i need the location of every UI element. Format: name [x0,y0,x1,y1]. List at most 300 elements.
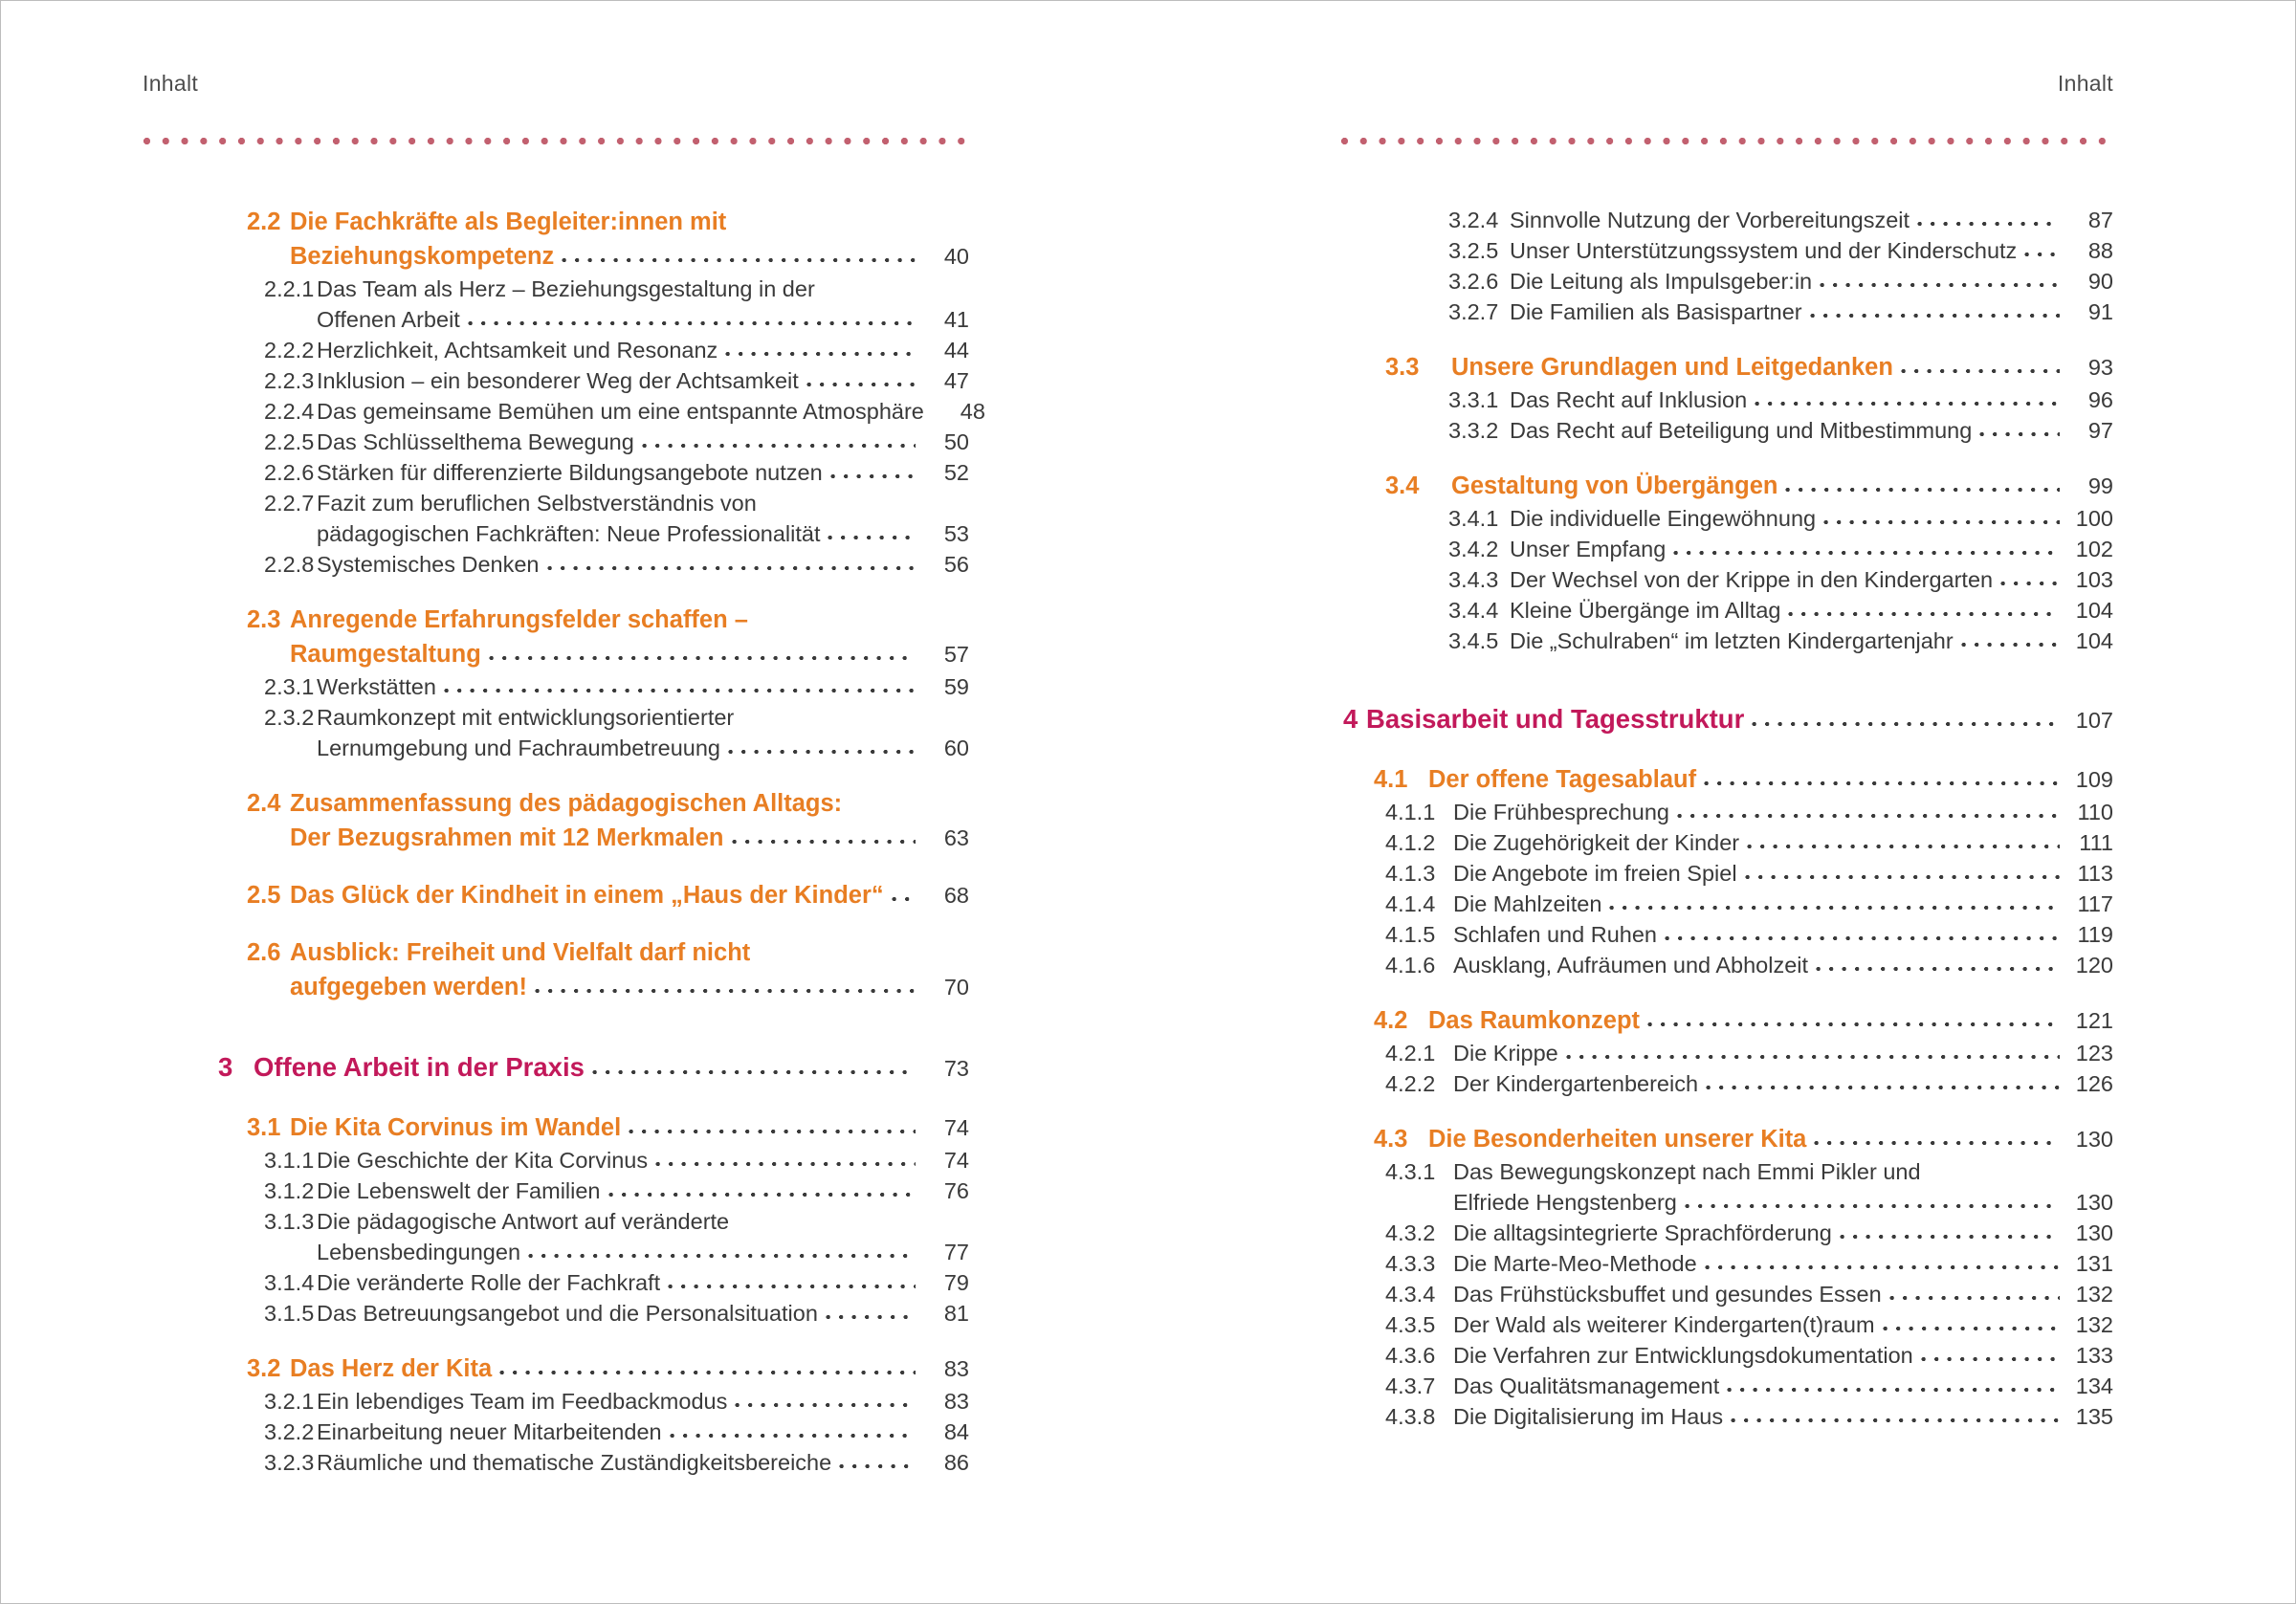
toc-entry-text: Die alltagsintegrierte Sprachförderung [1453,1220,1832,1245]
dot-leader [1823,513,2060,526]
toc-entry-text: Basisarbeit und Tagesstruktur [1366,704,1745,734]
dot-leader [1921,1350,2060,1363]
toc-entry-line [317,488,969,518]
toc-entry-page: 99 [2087,473,2113,498]
toc-entry-title [1453,1371,2113,1401]
toc-entry-page: 111 [2079,830,2113,855]
dot-leader [2000,574,2060,587]
toc-entry-page: 79 [943,1270,969,1295]
toc-entry-page: 110 [2077,800,2113,824]
toc-entry-number: 4.1.1 [1385,800,1436,824]
running-head-inhalt: Inhalt [143,71,199,96]
dot-leader [642,436,916,450]
toc-entry-lastline [317,518,969,549]
toc-entry-lastline [290,878,969,912]
toc-entry-page: 121 [2075,1008,2113,1033]
toc-entry-page: 123 [2075,1041,2113,1066]
toc-entry-number: 4.1.5 [1385,922,1436,947]
toc-entry-4.3.1 [1340,1156,2113,1218]
toc-entry-number: 3.2.6 [1448,269,1499,294]
dot-leader [1704,774,2060,787]
toc-entry-lastline [317,1145,969,1176]
toc-entry-lastline [317,1417,969,1447]
toc-entry-number: 3.4 [1385,472,1420,499]
toc-entry-3.3 [1340,350,2113,385]
toc-entry-line [317,274,969,304]
toc-entry-page: 97 [2087,418,2113,443]
toc-entry-title [1453,1038,2113,1068]
toc-entry-2.2.2 [143,335,969,365]
toc-entry-text: Die Lebenswelt der Familien [317,1178,601,1203]
toc-entry-text: Unser Unterstützungssystem und der Kinderschutz [1510,238,2018,263]
toc-entry-title [317,1145,969,1176]
toc-entry-2.2.6 [143,457,969,488]
toc-entry-number: 3.1.2 [264,1178,315,1203]
toc-entry-page: 130 [2075,1190,2113,1215]
toc-entry-text: Inklusion – ein besonderer Weg der Achtsamkeit [317,368,799,393]
toc-entry-lastline [1453,797,2113,827]
dot-leader [1979,425,2060,438]
toc-entry-lastline [1510,205,2113,235]
dotted-rule [143,137,969,145]
toc-entry-text: Das Frühstücksbuffet und gesundes Essen [1453,1282,1882,1307]
dot-leader [1731,1411,2060,1424]
toc-entry-page: 83 [943,1389,969,1414]
toc-entry-lastline [1510,415,2113,446]
toc-entry-title [1428,1122,2113,1156]
toc-entry-title [1451,469,2113,503]
dot-leader [1889,1288,2060,1302]
toc-entry-3.4.2 [1340,534,2113,564]
toc-entry-page: 70 [943,975,969,1000]
toc-entry-title [1510,503,2113,534]
toc-entry-line [290,786,969,821]
toc-entry-lastline [1453,1279,2113,1309]
toc-entry-number: 3.4.5 [1448,628,1499,653]
toc-entry-text: Sinnvolle Nutzung der Vorbereitungszeit [1510,208,1910,232]
toc-entry-text: Das Herz der Kita [290,1355,493,1382]
toc-entry-number: 2.6 [247,939,281,966]
toc-entry-number: 3.4.4 [1448,598,1499,623]
toc-entry-text: Das Recht auf Inklusion [1510,387,1748,412]
dot-leader [1917,214,2060,228]
toc-entry-text: Der Wechsel von der Krippe in den Kindergarten [1510,567,1994,592]
dot-leader [2024,245,2060,258]
toc-entry-number: 3.3.1 [1448,387,1499,412]
toc-entry-text: Unsere Grundlagen und Leitgedanken [1451,354,1893,381]
toc-list-right [1340,205,2113,1432]
dot-leader [528,1246,916,1260]
toc-entry-title [1510,595,2113,626]
toc-entry-4.1.5 [1340,919,2113,950]
toc-entry-page: 132 [2075,1312,2113,1337]
toc-entry-page: 96 [2087,387,2113,412]
toc-entry-text: Der offene Tagesablauf [1428,766,1697,793]
toc-entry-number: 2.2.3 [264,368,315,393]
toc-entry-number: 2.3.2 [264,705,315,730]
dot-leader [1961,635,2060,648]
toc-entry-number: 3.4.2 [1448,537,1499,561]
toc-entry-page: 113 [2077,861,2113,886]
toc-entry-title [317,671,969,702]
toc-entry-page: 63 [943,825,969,850]
toc-entry-page: 84 [943,1419,969,1444]
toc-entry-number: 3.2.3 [264,1450,315,1475]
toc-entry-lastline [1428,762,2113,797]
dot-leader [1755,394,2060,407]
toc-entry-text: Die Marte-Meo-Methode [1453,1251,1697,1276]
toc-entry-lastline [317,1386,969,1417]
toc-entry-text: Lebensbedingungen [317,1240,521,1264]
toc-entry-page: 104 [2075,598,2113,623]
toc-entry-text: Raumgestaltung [290,641,481,668]
toc-entry-number: 3.4.3 [1448,567,1499,592]
toc-entry-3.2.1 [143,1386,969,1417]
page-header-left [143,70,969,145]
toc-entry-text: Die Frühbesprechung [1453,800,1669,824]
toc-entry-number: 4.2.1 [1385,1041,1436,1066]
dot-leader [444,681,916,694]
toc-entry-number: 3.1.1 [264,1148,315,1173]
toc-entry-number: 3.2 [247,1355,281,1382]
toc-entry-text: Zusammenfassung des pädagogischen Alltags: [290,790,843,817]
toc-entry-page: 130 [2075,1127,2113,1152]
toc-entry-lastline [1451,469,2113,503]
toc-entry-4.1 [1340,762,2113,797]
page-header-right [1340,70,2113,145]
dot-leader [830,467,916,480]
toc-entry-lastline [317,396,985,427]
dot-leader [1883,1319,2060,1332]
toc-entry-title [317,1176,969,1206]
toc-entry-number: 2.5 [247,882,281,909]
dot-leader [732,832,916,846]
dot-leader [725,344,916,358]
toc-entry-page: 109 [2075,767,2113,792]
toc-entry-3.2.7 [1340,297,2113,327]
toc-entry-text: Einarbeitung neuer Mitarbeitenden [317,1419,662,1444]
toc-entry-page: 74 [943,1115,969,1140]
toc-entry-text: Das Betreuungsangebot und die Personalsituation [317,1301,818,1326]
toc-entry-text: Beziehungskompetenz [290,243,555,270]
toc-entry-4.1.2 [1340,827,2113,858]
toc-entry-title [1451,350,2113,385]
toc-entry-number: 4.1.6 [1385,953,1436,978]
toc-entry-lastline [1453,1187,2113,1218]
toc-page-left [1,1,1149,1603]
toc-entry-lastline [1510,266,2113,297]
dot-leader [1788,604,2060,618]
toc-entry-page: 47 [943,368,969,393]
toc-entry-text: Ausblick: Freiheit und Vielfalt darf nicht [290,939,751,966]
toc-entry-text: Ausklang, Aufräumen und Abholzeit [1453,953,1809,978]
toc-entry-text: Die individuelle Eingewöhnung [1510,506,1817,531]
toc-entry-lastline [1366,700,2113,739]
toc-entry-page: 88 [2087,238,2113,263]
toc-entry-3.1.2 [143,1176,969,1206]
toc-entry-lastline [317,1447,969,1478]
toc-entry-number: 2.2 [247,209,281,235]
dot-leader [1785,480,2060,494]
toc-entry-number: 3.1 [247,1114,281,1141]
toc-entry-page: 50 [943,429,969,454]
toc-entry-3.4.5 [1340,626,2113,656]
toc-entry-lastline [254,1048,969,1088]
toc-entry-lastline [1453,1340,2113,1371]
toc-entry-text: Anregende Erfahrungsfelder schaffen – [290,606,748,633]
toc-entry-text: Der Wald als weiterer Kindergarten(t)raum [1453,1312,1875,1337]
toc-entry-number: 3.2.1 [264,1389,315,1414]
dot-leader [535,981,916,995]
toc-entry-number: 2.2.1 [264,276,315,301]
toc-entry-page: 104 [2075,628,2113,653]
toc-entry-2.5 [143,878,969,912]
dot-leader [1840,1227,2060,1241]
toc-entry-text: Das Glück der Kindheit in einem „Haus der Kinder“ [290,882,884,909]
toc-entry-page: 48 [960,399,985,424]
toc-entry-lastline [1510,564,2113,595]
toc-entry-lastline [317,671,969,702]
toc-entry-4.2 [1340,1003,2113,1038]
toc-entry-title [1510,534,2113,564]
toc-entry-title [317,396,985,427]
toc-entry-text: Gestaltung von Übergängen [1451,472,1778,499]
toc-entry-text: Stärken für differenzierte Bildungsangebote nutzen [317,460,823,485]
toc-entry-page: 133 [2075,1343,2113,1368]
toc-entry-4.3.7 [1340,1371,2113,1401]
toc-entry-page: 53 [943,521,969,546]
dot-leader [547,559,916,572]
toc-entry-3.2.2 [143,1417,969,1447]
toc-entry-title [317,335,969,365]
toc-entry-text: Die veränderte Rolle der Fachkraft [317,1270,661,1295]
dot-leader [562,251,916,264]
toc-entry-lastline [1510,385,2113,415]
toc-entry-title [317,1386,969,1417]
toc-entry-page: 59 [943,674,969,699]
toc-entry-lastline [1453,1218,2113,1248]
toc-entry-title [317,365,969,396]
toc-entry-3.1.4 [143,1267,969,1298]
toc-entry-page: 134 [2075,1373,2113,1398]
toc-entry-text: Der Bezugsrahmen mit 12 Merkmalen [290,824,724,851]
toc-entry-title [317,1298,969,1329]
toc-entry-page: 77 [943,1240,969,1264]
toc-entry-page: 103 [2075,567,2113,592]
toc-entry-3.2.4 [1340,205,2113,235]
toc-entry-lastline [1453,889,2113,919]
toc-entry-3.4.4 [1340,595,2113,626]
dot-leader [1752,714,2060,728]
toc-entry-title [1366,700,2113,739]
toc-entry-text: Die Digitalisierung im Haus [1453,1404,1724,1429]
dot-leader [499,1363,916,1376]
toc-entry-title [317,1447,969,1478]
toc-entry-text: Das Raumkonzept [1428,1007,1641,1034]
toc-entry-text: Die Fachkräfte als Begleiter:innen mit [290,209,727,235]
toc-entry-number: 4.3.7 [1385,1373,1436,1398]
toc-entry-page: 132 [2075,1282,2113,1307]
toc-entry-lastline [317,304,969,335]
toc-entry-text: Die Leitung als Impulsgeber:in [1510,269,1813,294]
toc-entry-title [1428,762,2113,797]
toc-entry-lastline [290,821,969,855]
dot-leader [728,742,916,756]
toc-entry-number: 3.3 [1385,354,1420,381]
toc-entry-number: 3.3.2 [1448,418,1499,443]
dot-leader [1647,1015,2060,1028]
toc-entry-3 [143,1048,969,1088]
toc-entry-line [290,935,969,970]
toc-entry-page: 57 [943,642,969,667]
toc-entry-lastline [290,970,969,1004]
toc-entry-page: 40 [943,244,969,269]
dot-leader [608,1185,916,1198]
toc-entry-title [1453,858,2113,889]
toc-entry-number: 2.4 [247,790,281,817]
toc-entry-3.1.1 [143,1145,969,1176]
toc-entry-title [317,549,969,580]
toc-entry-lastline [1428,1122,2113,1156]
toc-entry-number: 3.1.3 [264,1209,315,1234]
running-head-inhalt: Inhalt [2057,71,2113,96]
toc-entry-number: 2.2.5 [264,429,315,454]
toc-entry-number: 4.3.8 [1385,1404,1436,1429]
dot-leader [735,1395,916,1409]
toc-entry-2.2.3 [143,365,969,396]
toc-entry-lastline [290,239,969,274]
toc-entry-lastline [1451,350,2113,385]
toc-entry-page: 68 [943,883,969,908]
toc-entry-text: Offene Arbeit in der Praxis [254,1052,585,1082]
toc-entry-page: 91 [2087,299,2113,324]
toc-entry-page: 74 [943,1148,969,1173]
toc-entry-text: Die Besonderheiten unserer Kita [1428,1126,1807,1153]
toc-entry-page: 76 [943,1178,969,1203]
toc-entry-4.3 [1340,1122,2113,1156]
toc-entry-lastline [317,549,969,580]
toc-page-right [1149,1,2295,1603]
toc-entry-number: 4.3.3 [1385,1251,1436,1276]
toc-entry-page: 130 [2075,1220,2113,1245]
toc-entry-2.6 [143,935,969,1004]
toc-entry-page: 131 [2075,1251,2113,1276]
dot-leader [655,1154,916,1168]
toc-entry-title [1453,797,2113,827]
toc-entry-title [1510,626,2113,656]
toc-entry-number: 2.2.6 [264,460,315,485]
dot-leader [1706,1078,2060,1091]
toc-entry-text: Elfriede Hengstenberg [1453,1190,1677,1215]
toc-entry-page: 44 [943,338,969,363]
toc-entry-4.1.4 [1340,889,2113,919]
toc-entry-number: 4 [1343,704,1358,734]
toc-entry-line [317,1206,969,1237]
toc-entry-text: Schlafen und Ruhen [1453,922,1657,947]
toc-entry-page: 120 [2075,953,2113,978]
toc-entry-title [254,1048,969,1088]
toc-entry-title [317,1206,969,1267]
toc-entry-title [317,702,969,763]
toc-entry-title [1453,1340,2113,1371]
toc-entry-lastline [1453,1038,2113,1068]
toc-entry-lastline [1510,235,2113,266]
toc-entry-title [1453,919,2113,950]
toc-entry-lastline [1510,626,2113,656]
toc-entry-text: pädagogischen Fachkräften: Neue Professionalität [317,521,821,546]
dot-leader [828,528,916,541]
toc-entry-3.2.5 [1340,235,2113,266]
toc-entry-text: Räumliche und thematische Zuständigkeitsbereiche [317,1450,832,1475]
toc-entry-title [1510,564,2113,595]
toc-entry-lastline [1453,950,2113,980]
toc-entry-page: 102 [2075,537,2113,561]
toc-entry-title [317,1267,969,1298]
toc-entry-text: Unser Empfang [1510,537,1667,561]
toc-entry-text: aufgegeben werden! [290,974,527,1000]
toc-entry-number: 2.2.8 [264,552,315,577]
toc-entry-number: 4.3.6 [1385,1343,1436,1368]
toc-entry-lastline [1453,919,2113,950]
toc-entry-number: 4.3.1 [1385,1159,1436,1184]
toc-entry-title [290,786,969,855]
toc-entry-lastline [317,365,969,396]
dot-leader [1673,543,2060,557]
dot-leader [1747,837,2060,850]
toc-entry-lastline [1453,1068,2113,1099]
toc-entry-lastline [317,1176,969,1206]
toc-entry-number: 4.1.2 [1385,830,1436,855]
toc-entry-number: 3.1.5 [264,1301,315,1326]
toc-entry-text: Die Zugehörigkeit der Kinder [1453,830,1740,855]
toc-entry-2.2.7 [143,488,969,549]
toc-entry-number: 2.3 [247,606,281,633]
toc-entry-number: 4.3.2 [1385,1220,1436,1245]
toc-entry-title [317,1417,969,1447]
toc-entry-page: 100 [2075,506,2113,531]
toc-entry-lastline [1510,297,2113,327]
dot-leader [489,648,916,662]
toc-entry-page: 41 [943,307,969,332]
dot-leader [1820,275,2060,289]
toc-entry-title [1428,1003,2113,1038]
toc-entry-title [317,488,969,549]
toc-entry-lastline [1510,503,2113,534]
toc-entry-lastline [1428,1003,2113,1038]
toc-entry-number: 3.2.2 [264,1419,315,1444]
toc-entry-text: Systemisches Denken [317,552,540,577]
toc-entry-title [290,1110,969,1145]
dot-leader [839,1457,916,1470]
toc-entry-4.3.3 [1340,1248,2113,1279]
toc-entry-3.2.3 [143,1447,969,1478]
toc-entry-2.2.8 [143,549,969,580]
toc-entry-text: Das gemeinsame Bemühen um eine entspannte Atmosphäre [317,399,924,424]
toc-entry-title [290,205,969,274]
toc-entry-title [1453,827,2113,858]
toc-entry-lastline [1510,595,2113,626]
toc-entry-lastline [1453,858,2113,889]
dot-leader [826,1307,916,1321]
toc-entry-title [317,427,969,457]
toc-entry-lastline [317,1298,969,1329]
toc-entry-4.3.6 [1340,1340,2113,1371]
toc-entry-text: Die Angebote im freien Spiel [1453,861,1737,886]
toc-entry-2.4 [143,786,969,855]
toc-entry-text: Die Verfahren zur Entwicklungsdokumentation [1453,1343,1913,1368]
dot-leader [1810,306,2060,319]
toc-entry-title [290,603,969,671]
